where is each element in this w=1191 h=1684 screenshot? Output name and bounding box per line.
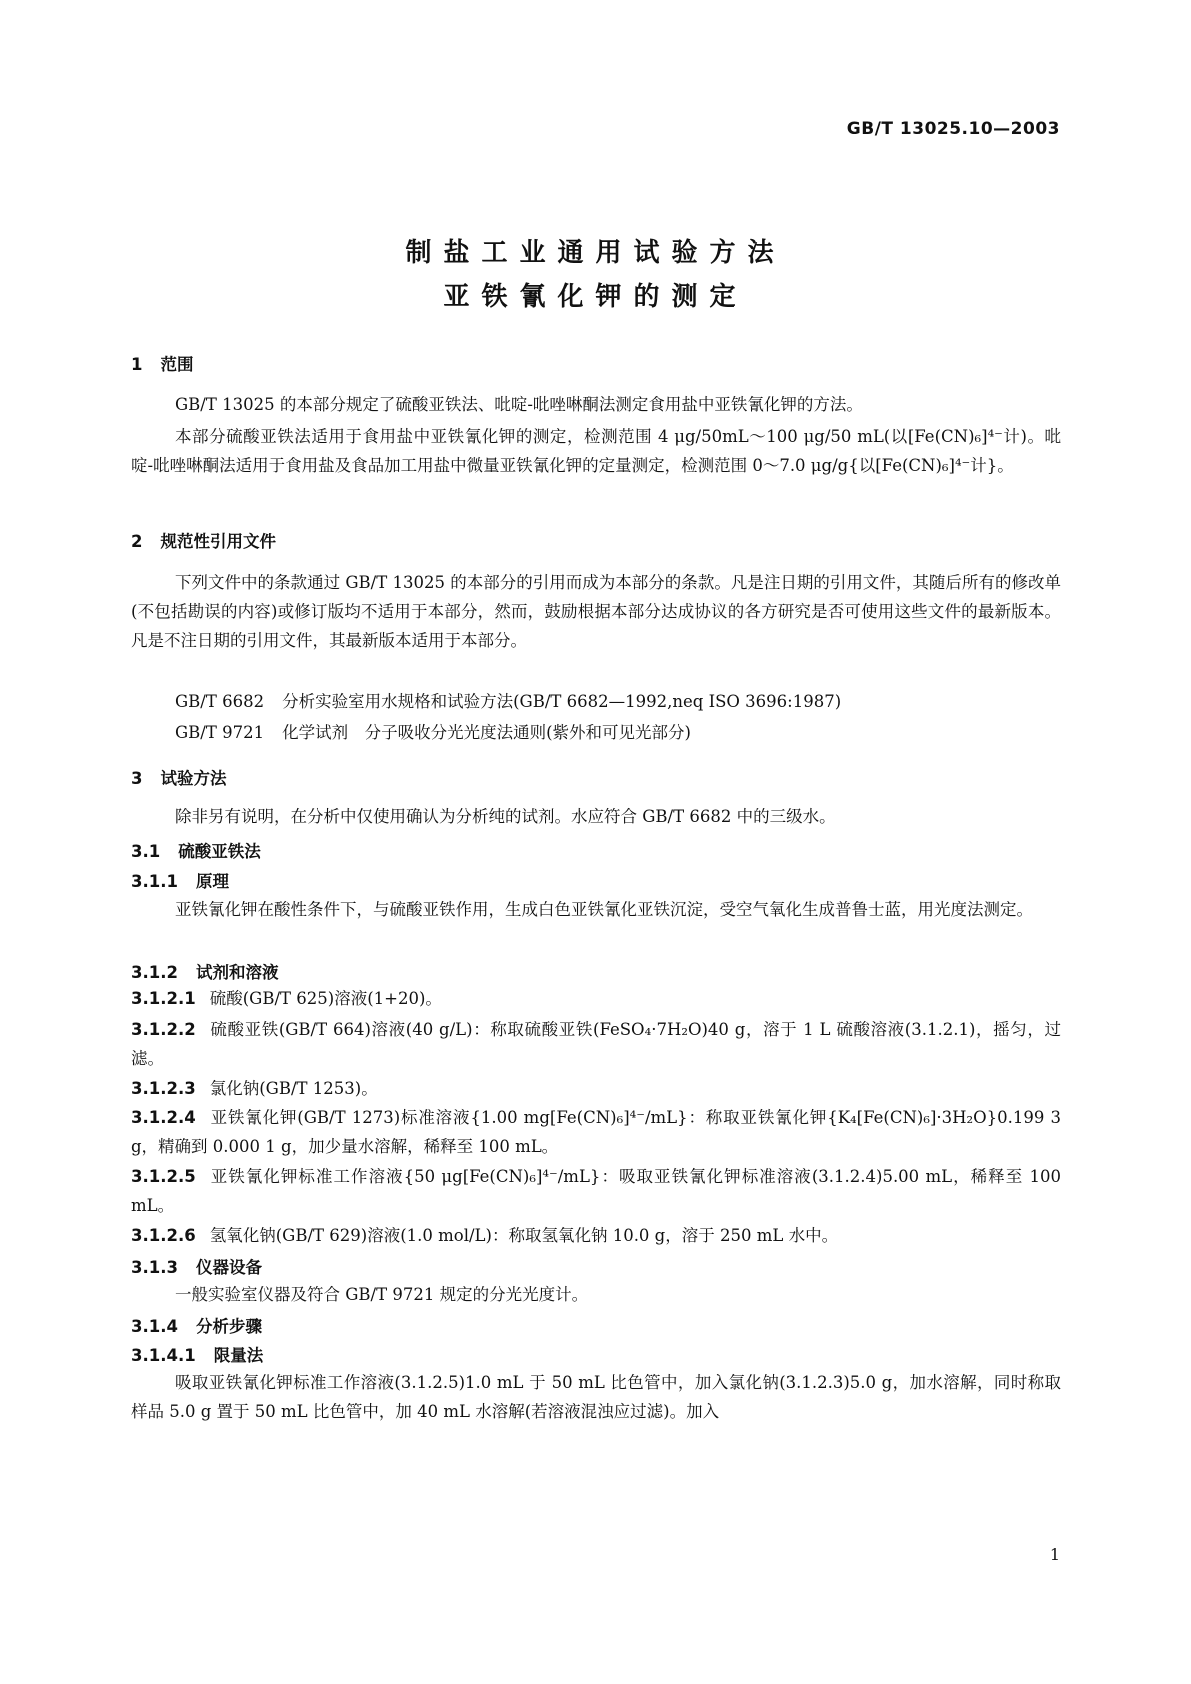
- section-title: 范围: [160, 355, 194, 374]
- section-number: 3.1.1: [131, 872, 178, 891]
- page-number: 1: [1049, 1545, 1060, 1564]
- paragraph: 下列文件中的条款通过 GB/T 13025 的本部分的引用而成为本部分的条款。凡是注日期的引用文件，其随后所有的修改单(不包括勘误的内容)或修订版均不适用于本部分，然而，鼓励根据本部分达成协议的各方研究是否可使用这些文件的最新版本。凡是不注日期的引用文件，其最新版本适用于本部分。: [131, 573, 1061, 650]
- section-title: 试剂和溶液: [195, 963, 279, 982]
- section-title: 规范性引用文件: [160, 532, 276, 551]
- subsection-heading-3-1-4: [131, 1313, 262, 1337]
- paragraph: 本部分硫酸亚铁法适用于食用盐中亚铁氰化钾的测定，检测范围 4 μg/50mL～100 μg/50 mL(以[Fe(CN)₆]⁴⁻计)。吡啶-吡唑啉酮法适用于食用盐及食品加工用盐中微量亚铁氰化钾的定量测定，检测范围 0～7.0 μg/g{以[Fe(CN)₆]⁴⁻计}。: [131, 427, 1061, 475]
- section-number: 3: [131, 769, 143, 788]
- paragraph: 亚铁氰化钾在酸性条件下，与硫酸亚铁作用，生成白色亚铁氰化亚铁沉淀，受空气氧化生成普鲁士蓝，用光度法测定。: [175, 900, 1033, 919]
- clause-text: 氯化钠(GB/T 1253)。: [209, 1079, 378, 1098]
- section-heading-3: [131, 765, 226, 789]
- section-number: 3.1.4.1: [131, 1346, 196, 1365]
- clause-3-1-2-4: [131, 1103, 1061, 1161]
- clause-text: 硫酸亚铁(GB/T 664)溶液(40 g/L)：称取硫酸亚铁(FeSO₄·7H₂O)40 g，溶于 1 L 硫酸溶液(3.1.2.1)，摇匀，过滤。: [131, 1020, 1061, 1068]
- section-title: 硫酸亚铁法: [178, 842, 261, 861]
- document-code: GB/T 13025.10—2003: [846, 119, 1060, 139]
- clause-3-1-2-3: [131, 1074, 1061, 1103]
- section-title: 分析步骤: [195, 1317, 262, 1336]
- section-title: 原理: [195, 872, 229, 891]
- clause-3-1-2-6: [131, 1221, 1061, 1250]
- clause-3-1-2-5: [131, 1162, 1061, 1220]
- reference-code: GB/T 9721: [175, 723, 265, 742]
- clause-text: 硫酸(GB/T 625)溶液(1+20)。: [209, 989, 442, 1008]
- clause-number: 3.1.2.6: [131, 1226, 196, 1245]
- section-title: 限量法: [213, 1346, 264, 1365]
- clause-number: 3.1.2.5: [131, 1167, 196, 1186]
- paragraph: 吸取亚铁氰化钾标准工作溶液(3.1.2.5)1.0 mL 于 50 mL 比色管中，加入氯化钠(3.1.2.3)5.0 g，加水溶解，同时称取样品 5.0 g 置于 50 mL 比色管中，加 40 mL 水溶解(若溶液混浊应过滤)。加入: [131, 1373, 1061, 1421]
- clause-3-1-2-1: [131, 984, 1061, 1013]
- section-title: 仪器设备: [195, 1258, 262, 1277]
- reference-title: 分析实验室用水规格和试验方法(GB/T 6682—1992,neq ISO 3696:1987): [282, 692, 842, 711]
- document-title-line2: 亚铁氰化钾的测定: [443, 282, 748, 312]
- clause-3-1-2-2: [131, 1015, 1061, 1073]
- paragraph: 一般实验室仪器及符合 GB/T 9721 规定的分光光度计。: [175, 1285, 589, 1304]
- section-title: 试验方法: [160, 769, 227, 788]
- reference-title: 化学试剂 分子吸收分光光度法通则(紫外和可见光部分): [282, 723, 691, 742]
- section-number: 3.1.2: [131, 963, 178, 982]
- document-title-line1: 制盐工业通用试验方法: [405, 238, 786, 268]
- section-number: 3.1.3: [131, 1258, 178, 1277]
- section-heading-1: [131, 351, 193, 375]
- paragraph: 除非另有说明，在分析中仅使用确认为分析纯的试剂。水应符合 GB/T 6682 中的三级水。: [175, 807, 836, 826]
- section-number: 3.1.4: [131, 1317, 178, 1336]
- clause-number: 3.1.2.3: [131, 1079, 196, 1098]
- normative-reference: [175, 688, 841, 712]
- clause-text: 亚铁氰化钾(GB/T 1273)标准溶液{1.00 mg[Fe(CN)₆]⁴⁻/mL}：称取亚铁氰化钾{K₄[Fe(CN)₆]·3H₂O}0.199 3 g，精确到 0.000 1 g，加少量水溶解，稀释至 100 mL。: [131, 1108, 1061, 1156]
- reference-code: GB/T 6682: [175, 692, 265, 711]
- section-number: 2: [131, 532, 143, 551]
- subsection-heading-3-1: [131, 838, 261, 862]
- clause-number: 3.1.2.2: [131, 1020, 196, 1039]
- section-heading-2: [131, 528, 276, 552]
- clause-text: 氢氧化钠(GB/T 629)溶液(1.0 mol/L)：称取氢氧化钠 10.0 g，溶于 250 mL 水中。: [209, 1226, 839, 1245]
- normative-reference: [175, 719, 691, 743]
- section-number: 1: [131, 355, 143, 374]
- subsection-heading-3-1-1: [131, 868, 229, 892]
- section-number: 3.1: [131, 842, 161, 861]
- clause-number: 3.1.2.1: [131, 989, 196, 1008]
- clause-text: 亚铁氰化钾标准工作溶液{50 μg[Fe(CN)₆]⁴⁻/mL}：吸取亚铁氰化钾标准溶液(3.1.2.4)5.00 mL，稀释至 100 mL。: [131, 1167, 1061, 1215]
- subsection-heading-3-1-4-1: [131, 1342, 263, 1366]
- subsection-heading-3-1-3: [131, 1254, 262, 1278]
- clause-number: 3.1.2.4: [131, 1108, 196, 1127]
- subsection-heading-3-1-2: [131, 959, 278, 983]
- paragraph: GB/T 13025 的本部分规定了硫酸亚铁法、吡啶-吡唑啉酮法测定食用盐中亚铁氰化钾的方法。: [175, 395, 863, 414]
